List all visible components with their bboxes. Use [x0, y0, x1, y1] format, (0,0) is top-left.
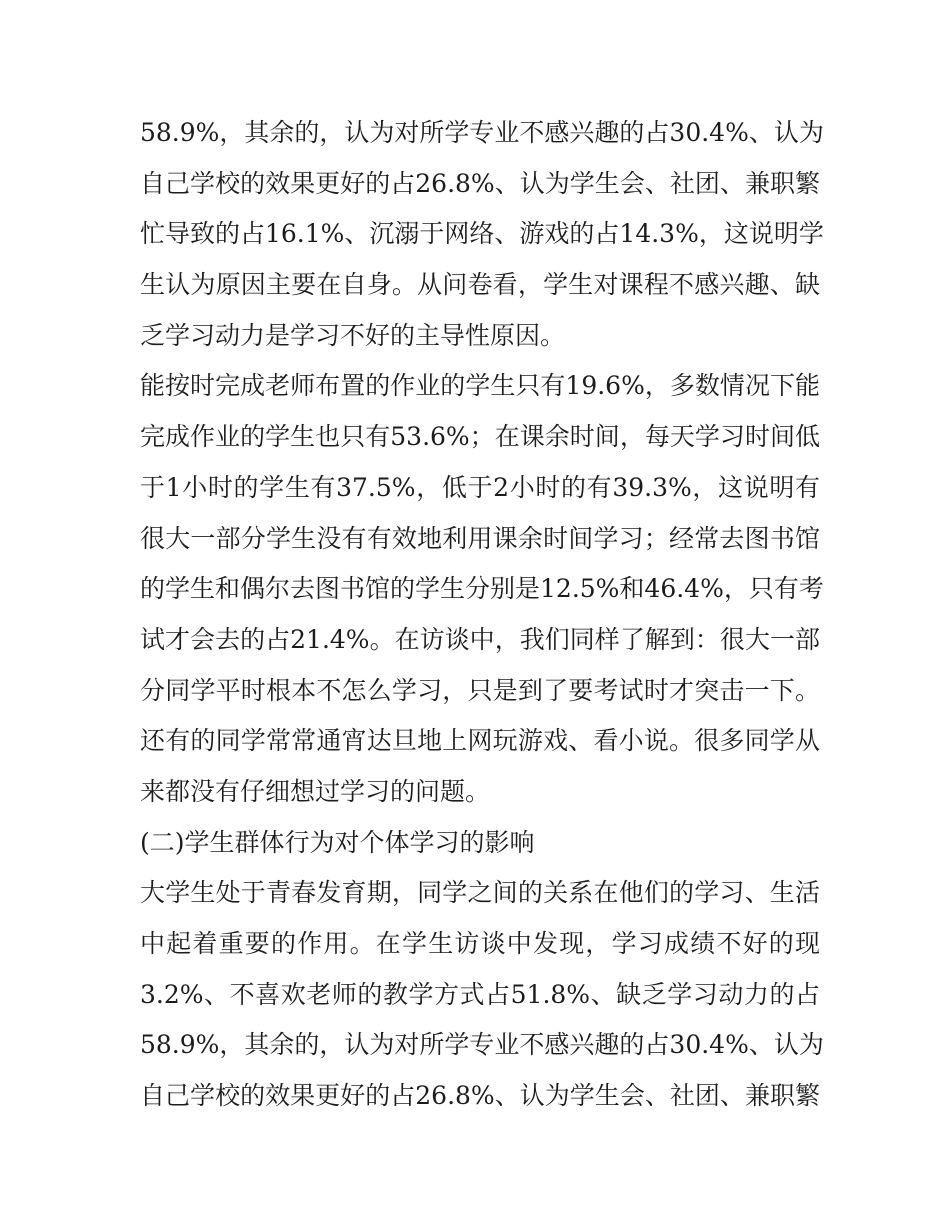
- paragraph-line-18: 3.2%、不喜欢老师的教学方式占51.8%、缺乏学习动力的占: [140, 979, 820, 1009]
- paragraph-line-6: 能按时完成老师布置的作业的学生只有19.6%，多数情况下能: [140, 371, 820, 401]
- paragraph-line-10: 的学生和偶尔去图书馆的学生分别是12.5%和46.4%，只有考: [140, 574, 824, 604]
- paragraph-line-3: 忙导致的占16.1%、沉溺于网络、游戏的占14.3%，这说明学: [140, 219, 824, 249]
- document-page: [140, 108, 824, 1122]
- paragraph-line-11: 试才会去的占21.4%。在访谈中，我们同样了解到：很大一部: [140, 624, 820, 654]
- paragraph-line-20: 自己学校的效果更好的占26.8%、认为学生会、社团、兼职繁: [140, 1081, 820, 1111]
- paragraph-line-1: 58.9%，其余的，认为对所学专业不感兴趣的占30.4%、认为: [140, 118, 824, 147]
- paragraph-line-7: 完成作业的学生也只有53.6%；在课余时间，每天学习时间低: [140, 422, 820, 452]
- paragraph-line-13: 还有的同学常常通宵达旦地上网玩游戏、看小说。很多同学从: [140, 726, 820, 756]
- paragraph-line-9: 很大一部分学生没有有效地利用课余时间学习；经常去图书馆: [140, 523, 820, 553]
- paragraph-line-12: 分同学平时根本不怎么学习，只是到了要考试时才突击一下。: [140, 675, 820, 705]
- paragraph-line-14: 来都没有仔细想过学习的问题。: [140, 776, 491, 806]
- paragraph-line-8: 于1小时的学生有37.5%，低于2小时的有39.3%，这说明有: [140, 472, 820, 502]
- paragraph-line-17: 中起着重要的作用。在学生访谈中发现，学习成绩不好的现: [140, 929, 820, 958]
- section-heading: (二)学生群体行为对个体学习的影响: [140, 827, 535, 857]
- paragraph-line-2: 自己学校的效果更好的占26.8%、认为学生会、社团、兼职繁: [140, 168, 820, 198]
- paragraph-line-19: 58.9%，其余的，认为对所学专业不感兴趣的占30.4%、认为: [140, 1030, 824, 1060]
- paragraph-line-5: 乏学习动力是学习不好的主导性原因。: [140, 320, 566, 350]
- paragraph-line-16: 大学生处于青春发育期，同学之间的关系在他们的学习、生活: [140, 878, 820, 908]
- paragraph-line-4: 生认为原因主要在自身。从问卷看，学生对课程不感兴趣、缺: [140, 270, 820, 300]
